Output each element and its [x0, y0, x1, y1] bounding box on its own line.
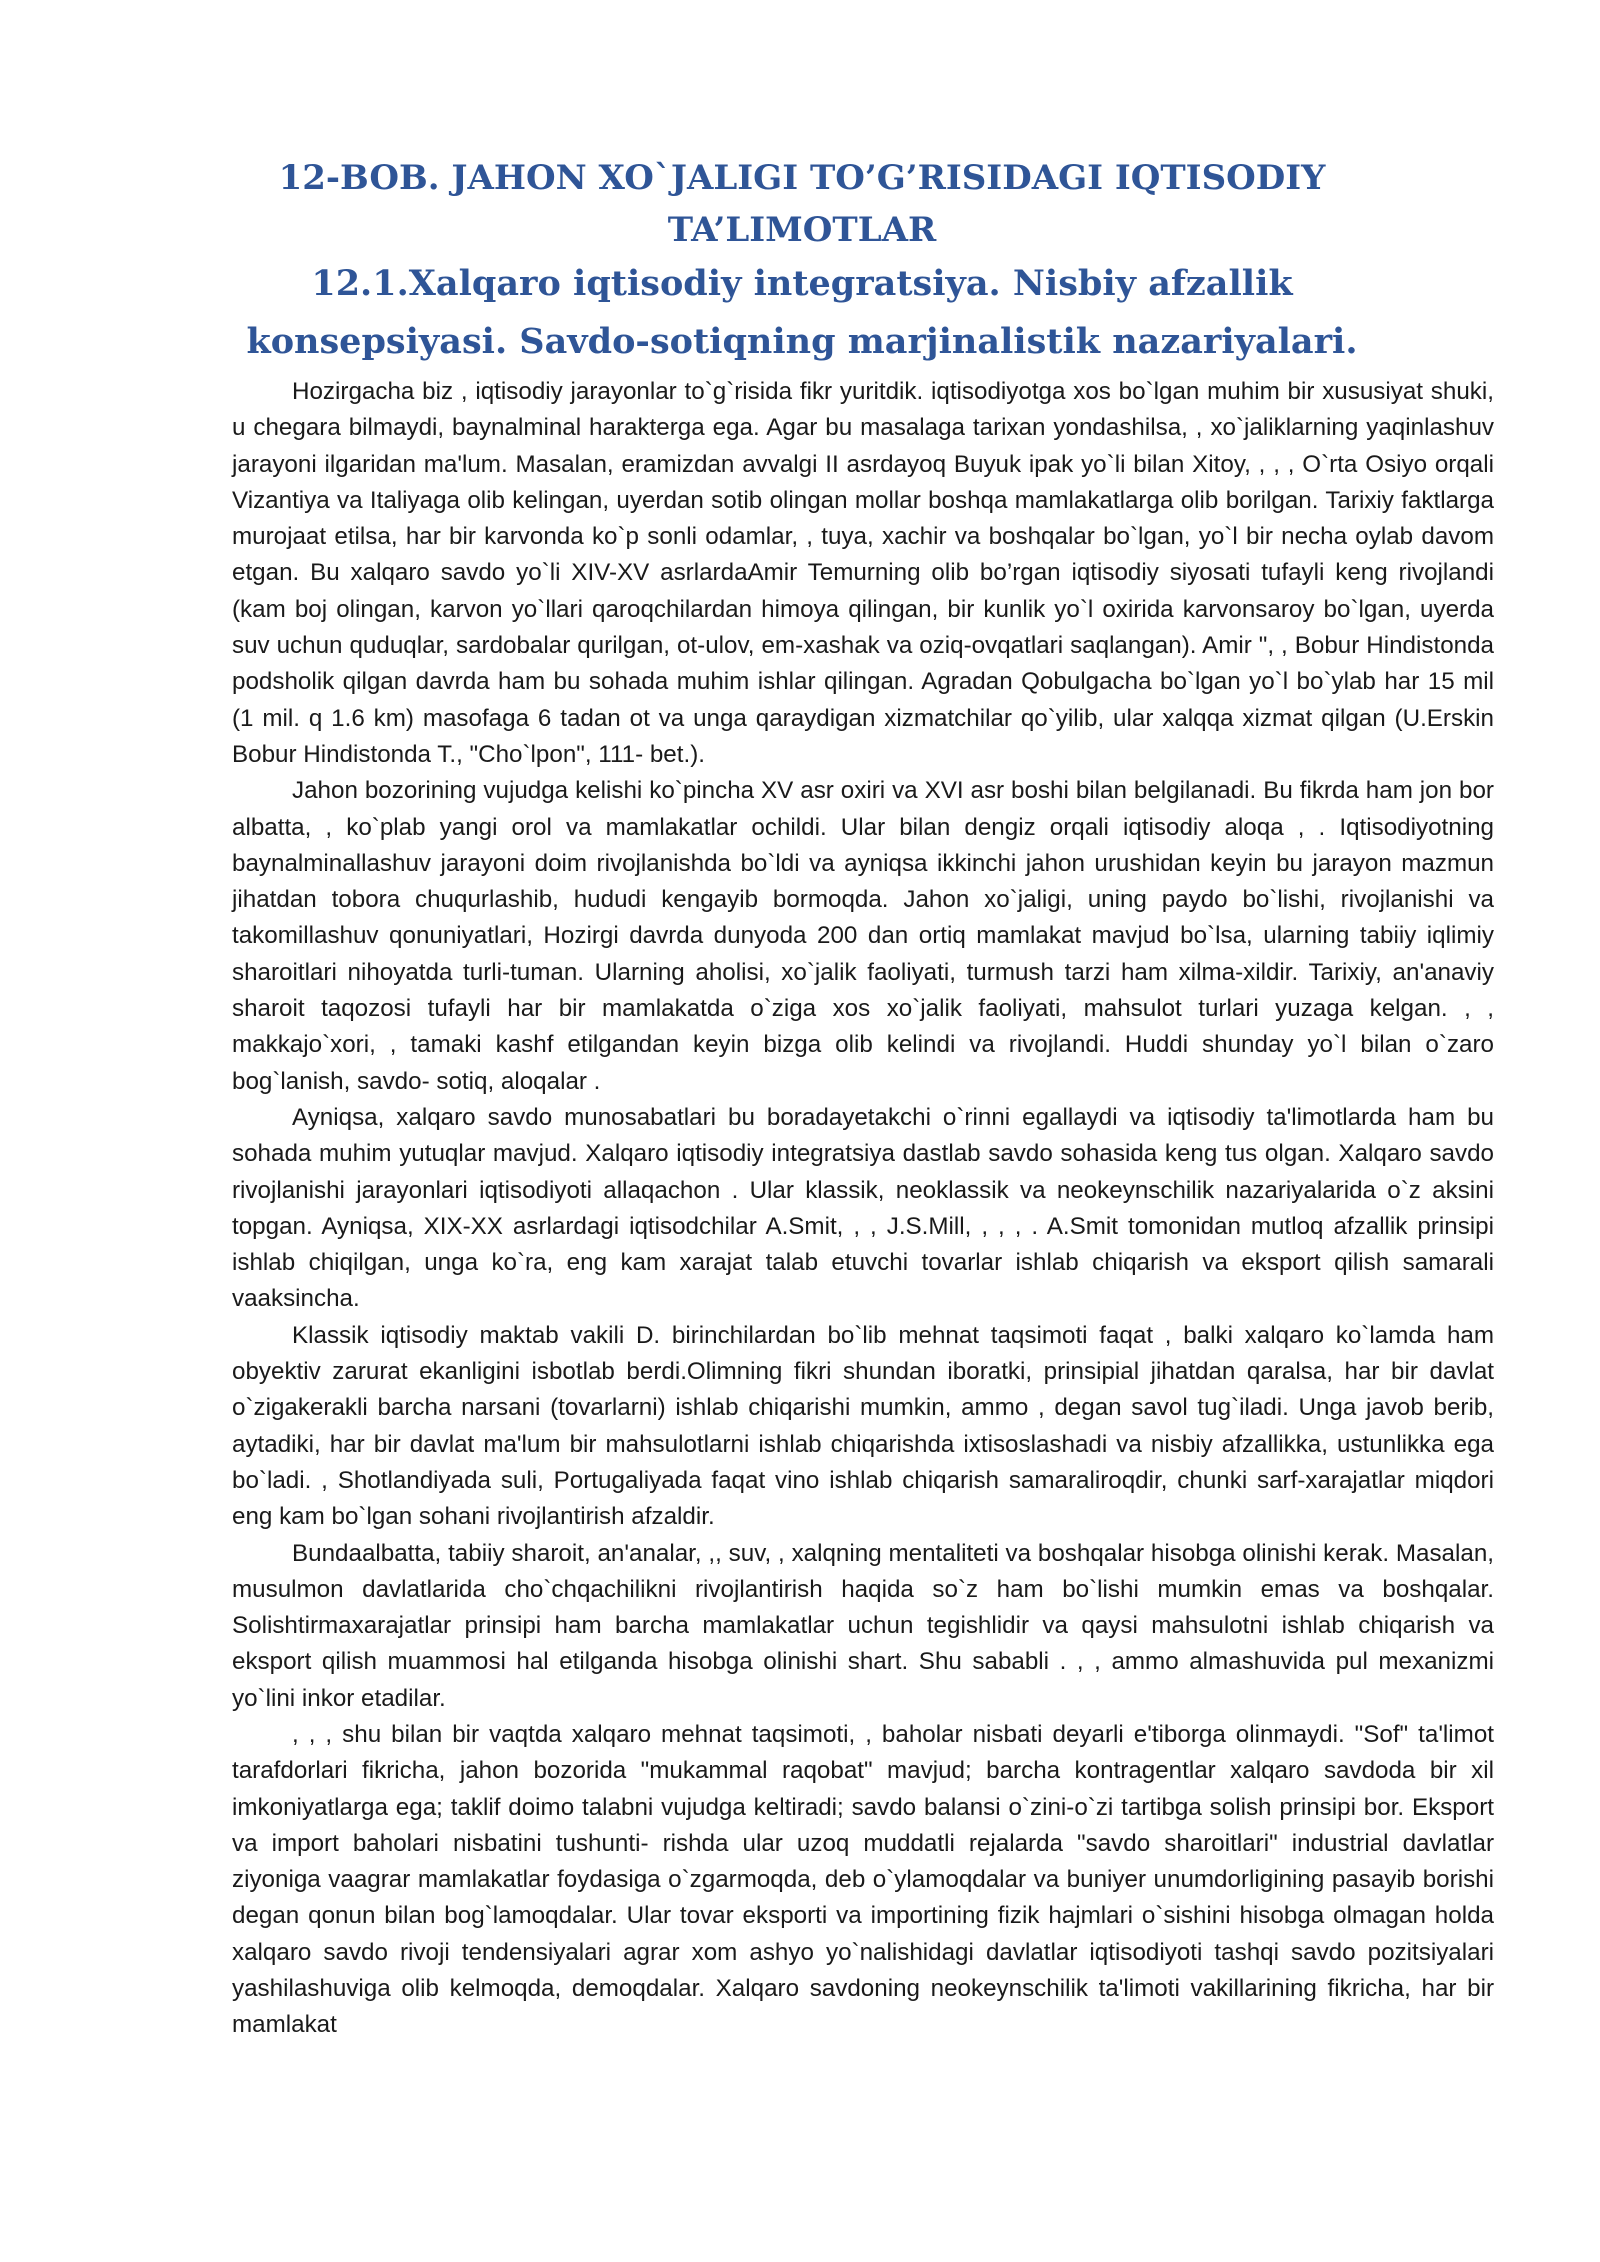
paragraph: Klassik iqtisodiy maktab vakili D. birinchilardan bo`lib mehnat taqsimoti faqat , balki xalqaro ko`lamda ham obyektiv zarurat ekanligini isbotlab berdi.Olimning fikri shundan iboratki, prinsipial jihatdan qaralsa, har bir davlat o`zigakerakli barcha narsani (tovarlarni) ishlab chiqarishi mumkin, ammo , degan savol tug`iladi. Unga javob berib, aytadiki, har bir davlat ma'lum bir mahsulotlarni ishlab chiqarishda ixtisoslashadi va nisbiy afzallikka, ustunlikka ega bo`ladi. , Shotlandiyada suli, Portugaliyada faqat vino ishlab chiqarish samaraliroqdir, chunki sarf-xarajatlar miqdori eng kam bo`lgan sohani rivojlantirish afzaldir. [232, 1321, 1494, 1531]
paragraph: Ayniqsa, xalqaro savdo munosabatlari bu boradayetakchi o`rinni egallaydi va iqtisodiy ta'limotlarda ham bu sohada muhim yutuqlar mavjud. Xalqaro iqtisodiy integratsiya dastlab savdo sohasida keng tus olgan. Xalqaro savdo rivojlanishi jarayonlari iqtisodiyoti allaqachon . Ular klassik, neoklassik va neokeynschilik nazariyalarida o`z aksini topgan. Ayniqsa, XIX-XX asrlardagi iqtisodchilar A.Smit, , , J.S.Mill, , , , . A.Smit tomonidan mutloq afzallik prinsipi ishlab chiqilgan, unga ko`ra, eng kam xarajat talab etuvchi tovarlar ishlab chiqarish va eksport qilish samarali vaaksincha. [232, 1103, 1494, 1313]
document-body [232, 374, 1494, 2044]
paragraph: Hozirgacha biz , iqtisodiy jarayonlar to`g`risida fikr yuritdik. iqtisodiyotga xos bo`lgan muhim bir xususiyat shuki, u chegara bilmaydi, baynalminal harakterga ega. Agar bu masalaga tarixan yondashilsa, , xo`jaliklarning yaqinlashuv jarayoni ilgaridan ma'lum. Masalan, eramizdan avvalgi II asrdayoq Buyuk ipak yo`li bilan Xitoy, , , , O`rta Osiyo orqali Vizantiya va Italiyaga olib kelingan, uyerdan sotib olingan mollar boshqa mamlakatlarga olib borilgan. Tarixiy faktlarga murojaat etilsa, har bir karvonda ko`p sonli odamlar, , tuya, xachir va boshqalar bo`lgan, yo`l bir necha oylab davom etgan. Bu xalqaro savdo yo`li XIV-XV asrlardaAmir Temurning olib bo’rgan iqtisodiy siyosati tufayli keng rivojlandi (kam boj olingan, karvon yo`llari qaroqchilardan himoya qilingan, bir kunlik yo`l oxirida karvonsaroy bo`lgan, uyerda suv uchun quduqlar, sardobalar qurilgan, ot-ulov, em-xashak va oziq-ovqatlari saqlangan). Amir ", , Bobur Hindistonda podsholik qilgan davrda ham bu sohada muhim ishlar qilingan. Agradan Qobulgacha bo`lgan yo`l bo`ylab har 15 mil (1 mil. q 1.6 km) masofaga 6 tadan ot va unga qaraydigan xizmatchilar qo`yilib, ular xalqqa xizmat qilgan (U.Erskin Bobur Hindistonda T., "Cho`lpon", 111- bet.). [232, 378, 1494, 768]
chapter-title: 12-BOB. JAHON XO`JALIGI TO’G’RISIDAGI IQTISODIY TA’LIMOTLAR [278, 158, 1326, 250]
paragraph: , , , shu bilan bir vaqtda xalqaro mehnat taqsimoti, , baholar nisbati deyarli e'tiborga olinmaydi. "Sof" ta'limot tarafdorlari fikricha, jahon bozorida "mukammal raqobat" mavjud; barcha kontragentlar xalqaro savdoda bir xil imkoniyatlarga ega; taklif doimo talabni vujudga keltiradi; savdo balansi o`zini-o`zi tartibga solish prinsipi bor. Eksport va import baholari nisbatini tushunti- rishda ular uzoq muddatli rejalarda "savdo sharoitlari" industrial davlatlar ziyoniga vaagrar mamlakatlar foydasiga o`zgarmoqda, deb o`ylamoqdalar va buniyer unumdorligining pasayib borishi degan qonun bilan bog`lamoqdalar. Ular tovar eksporti va importining fizik hajmlari o`sishini hisobga olmagan holda xalqaro savdo rivoji tendensiyalari agrar xom ashyo yo`nalishidagi davlatlar iqtisodiyoti tashqi savdo pozitsiyalari yashilashuviga olib kelmoqda, demoqdalar. Xalqaro savdoning neokeynschilik ta'limoti vakillarining fikricha, har bir mamlakat [232, 1720, 1494, 2039]
paragraph: Bundaalbatta, tabiiy sharoit, an'analar, ,, suv, , xalqning mentaliteti va boshqalar hisobga olinishi kerak. Masalan, musulmon davlatlarida cho`chqachilikni rivojlantirish haqida so`z ham bo`lishi mumkin emas va boshqalar. Solishtirmaxarajatlar prinsipi ham barcha mamlakatlar uchun tegishlidir va qaysi mahsulotni ishlab chiqarish va eksport qilish muammosi hal etilganda hisobga olinishi shart. Shu sababli . , , ammo almashuvida pul mexanizmi yo`lini inkor etadilar. [232, 1539, 1494, 1712]
paragraph: Jahon bozorining vujudga kelishi ko`pincha XV asr oxiri va XVI asr boshi bilan belgilanadi. Bu fikrda ham jon bor albatta, , ko`plab yangi orol va mamlakatlar ochildi. Ular bilan dengiz orqali iqtisodiy aloqa , . Iqtisodiyotning baynalminallashuv jarayoni doim rivojlanishda bo`ldi va ayniqsa ikkinchi jahon urushidan keyin bu jarayon mazmun jihatdan tobora chuqurlashib, hududi kengayib bormoqda. Jahon xo`jaligi, uning paydo bo`lishi, rivojlanishi va takomillashuv qonuniyatlari, Hozirgi davrda dunyoda 200 dan ortiq mamlakat mavjud bo`lsa, ularning tabiiy iqlimiy sharoitlari nihoyatda turli-tuman. Ularning aholisi, xo`jalik faoliyati, turmush tarzi ham xilma-xildir. Tarixiy, an'anaviy sharoit taqozosi tufayli har bir mamlakatda o`ziga xos xo`jalik faoliyati, mahsulot turlari yuzaga kelgan. , , makkajo`xori, , tamaki kashf etilgandan keyin bizga olib kelindi va rivojlandi. Huddi shunday yo`l bilan o`zaro bog`lanish, savdo- sotiq, aloqalar . [232, 777, 1494, 1095]
section-title: 12.1.Xalqaro iqtisodiy integratsiya. Nisbiy afzallik konsepsiyasi. Savdo-sotiqning marjinalistik nazariyalari. [246, 263, 1358, 362]
